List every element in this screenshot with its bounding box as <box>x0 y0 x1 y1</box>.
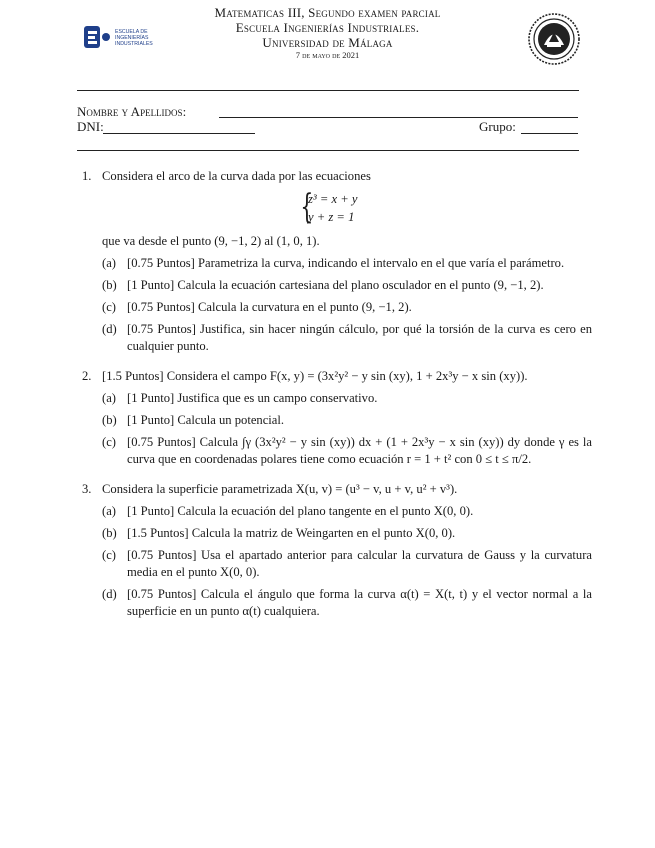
subquestion-1b <box>82 277 592 294</box>
sub-label: (b) <box>102 526 117 540</box>
subquestion-1d <box>82 321 592 355</box>
sub-text: [0.75 Puntos] Calcula la curvatura en el punto (9, −1, 2). <box>127 300 412 314</box>
question-number: 1. <box>82 169 92 183</box>
grupo-field[interactable] <box>521 133 578 134</box>
sub-label: (c) <box>102 435 116 449</box>
header-school: Escuela Ingenierías Industriales. <box>235 20 420 35</box>
header-course: Matematicas III, Segundo examen parcial <box>214 5 441 20</box>
sub-label: (a) <box>102 391 116 405</box>
question-3 <box>82 481 592 498</box>
question-number: 2. <box>82 369 92 383</box>
subquestion-1c <box>82 299 592 316</box>
question-2 <box>82 368 592 385</box>
dni-label: DNI: <box>77 119 104 134</box>
header-university: Universidad de Málaga <box>262 35 393 50</box>
exam-header <box>160 5 495 61</box>
sub-text: [1 Punto] Justifica que es un campo conservativo. <box>127 391 378 405</box>
logo-text-2: INGENIERÍAS <box>115 35 149 41</box>
sub-label: (b) <box>102 278 117 292</box>
subquestion-3b <box>82 525 592 542</box>
question-text: [1.5 Puntos] Considera el campo F(x, y) = (3x²y² − y sin (xy), 1 + 2x³y − x sin (xy)). <box>102 369 528 383</box>
question-text: Considera el arco de la curva dada por las ecuaciones <box>102 169 371 183</box>
sub-label: (c) <box>102 300 116 314</box>
university-seal <box>527 12 581 66</box>
question-text-cont <box>82 233 592 250</box>
sub-text: [1 Punto] Calcula un potencial. <box>127 413 285 427</box>
question-text: Considera la superficie parametrizada X(u, v) = (u³ − v, u + v, u² + v³). <box>102 482 458 496</box>
bottom-rule <box>77 150 579 151</box>
sub-label: (b) <box>102 413 117 427</box>
sub-label: (a) <box>102 504 116 518</box>
header-date: 7 de mayo de 2021 <box>295 50 360 60</box>
sub-text: [0.75 Puntos] Usa el apartado anterior para calcular la curvatura de Gauss y la curvatura media en el punto X(0, 0). <box>127 548 592 579</box>
sub-text: [1 Punto] Calcula la ecuación cartesiana del plano osculador en el punto (9, −1, 2). <box>127 278 544 292</box>
sub-text: [0.75 Puntos] Justifica, sin hacer ningún cálculo, por qué la torsión de la curva es cero en cualquier punto. <box>127 322 592 353</box>
subquestion-3d <box>82 586 592 620</box>
grupo-label: Grupo: <box>479 119 516 134</box>
top-rule <box>77 90 579 91</box>
sub-label: (c) <box>102 548 116 562</box>
nombre-field[interactable] <box>219 117 578 118</box>
sub-label: (a) <box>102 256 116 270</box>
question-1 <box>82 168 592 185</box>
sub-text: [1 Punto] Calcula la ecuación del plano tangente en el punto X(0, 0). <box>127 504 474 518</box>
sub-text: [1.5 Puntos] Calcula la matriz de Weingarten en el punto X(0, 0). <box>127 526 456 540</box>
subquestion-3c <box>82 547 592 581</box>
equation-system <box>82 187 592 227</box>
equation-1: z³ = x + y <box>308 192 358 206</box>
subquestion-2b <box>82 412 592 429</box>
questions <box>82 168 592 620</box>
sub-text: [0.75 Puntos] Calcula el ángulo que forma la curva α(t) = X(t, t) y el vector normal a la superficie en un punto α(t) cualquiera. <box>127 587 592 618</box>
subquestion-3a <box>82 503 592 520</box>
subquestion-1a <box>82 255 592 272</box>
logo-text-1: ESCUELA DE <box>115 29 148 35</box>
sub-text: [0.75 Puntos] Parametriza la curva, indicando el intervalo en el que varía el parámetro. <box>127 256 565 270</box>
logo-text-3: INDUSTRIALES <box>115 41 153 47</box>
sub-text: [0.75 Puntos] Calcula ∫γ (3x²y² − y sin (xy)) dx + (1 + 2x³y − x sin (xy)) dy donde γ es la curva que en coordenadas polares tiene como ecuación r = 1 + t² con 0 ≤ t ≤ π/2. <box>127 435 592 466</box>
nombre-label: Nombre y Apellidos: <box>77 104 187 119</box>
brace: { <box>300 187 314 227</box>
sub-label: (d) <box>102 322 117 336</box>
subquestion-2a <box>82 390 592 407</box>
equation-2: y + z = 1 <box>308 210 355 224</box>
dni-field[interactable] <box>103 133 255 134</box>
school-logo <box>84 22 164 52</box>
subquestion-2c <box>82 434 592 468</box>
question-number: 3. <box>82 482 92 496</box>
sub-label: (d) <box>102 587 117 601</box>
question-range: que va desde el punto (9, −1, 2) al (1, 0, 1). <box>102 234 320 248</box>
